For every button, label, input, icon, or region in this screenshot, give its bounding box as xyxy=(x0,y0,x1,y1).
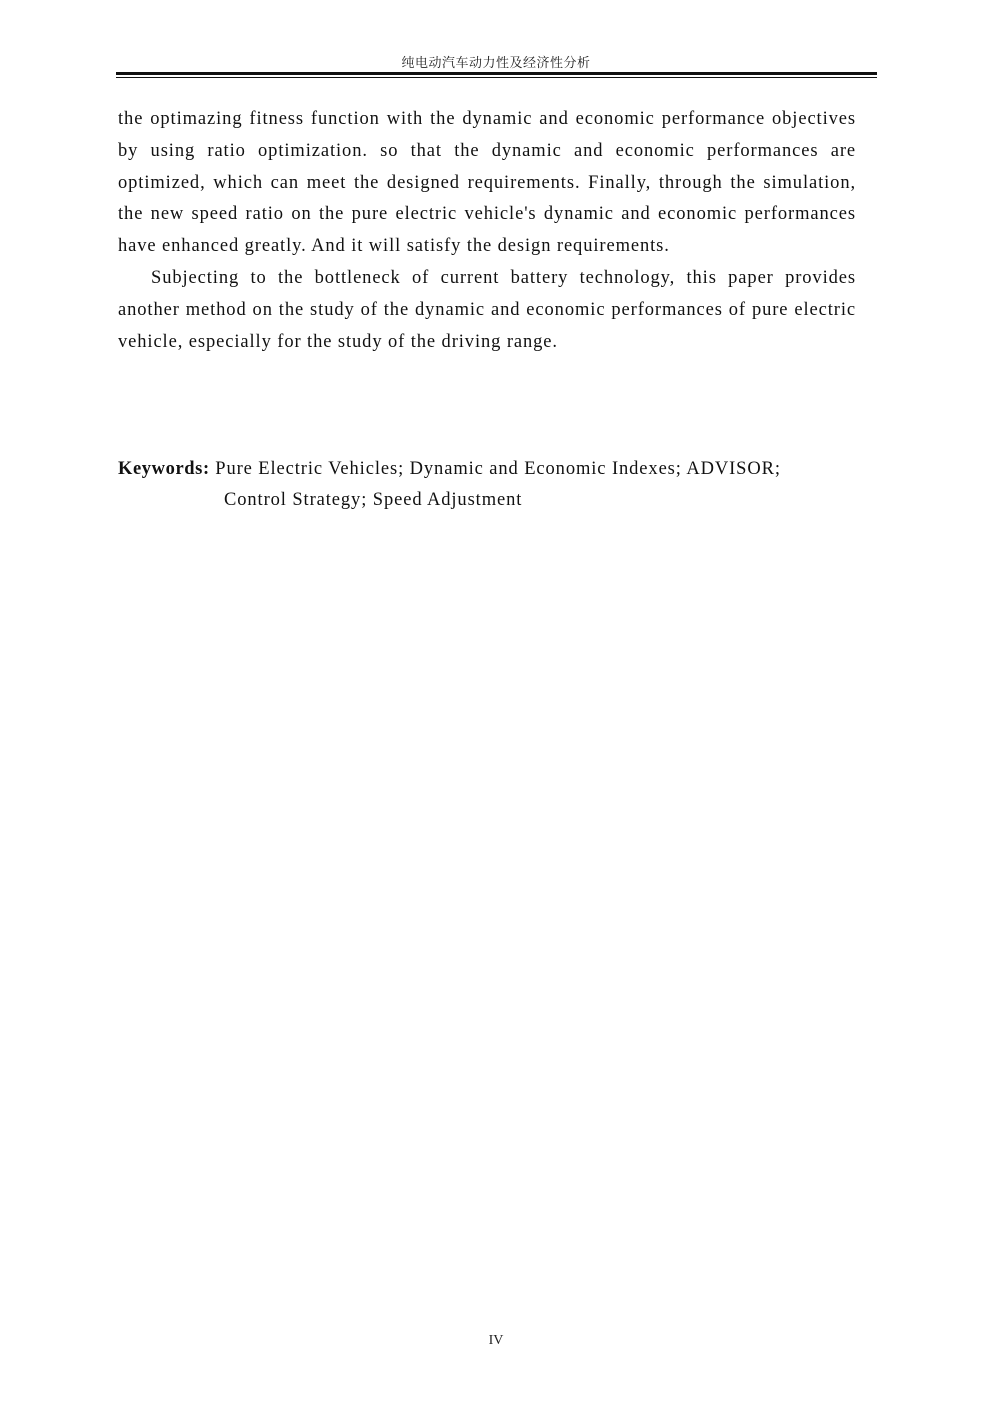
header-rule-thin xyxy=(116,77,877,78)
header-rule-thick xyxy=(116,72,877,75)
abstract-paragraph: Subjecting to the bottleneck of current battery technology, this paper provides another method on the study of the dynamic and economic performances of pure electric vehicle, especially for the study of the driving range. xyxy=(118,267,856,352)
keywords-list-part-2: Control Strategy; Speed Adjustment xyxy=(224,490,523,510)
keywords-line-2 xyxy=(118,485,868,516)
abstract-body xyxy=(118,104,856,358)
abstract-paragraph: the optimazing fitness function with the dynamic and economic performance objectives by using ratio optimization. so that the dynamic and economic performances are optimized, which can meet the designed requirements. Finally, through the simulation, the new speed ratio on the pure electric vehicle's dynamic and economic performances have enhanced greatly. And it will satisfy the design requirements. xyxy=(118,109,856,257)
keywords-label: Keywords: xyxy=(118,459,210,479)
page-number: IV xyxy=(488,1333,504,1348)
running-header-title: 纯电动汽车动力性及经济性分析 xyxy=(401,56,591,71)
keywords-line-1 xyxy=(118,454,868,485)
keywords-block xyxy=(118,454,868,516)
keywords-list-part-1: Pure Electric Vehicles; Dynamic and Economic Indexes; ADVISOR; xyxy=(215,459,781,479)
